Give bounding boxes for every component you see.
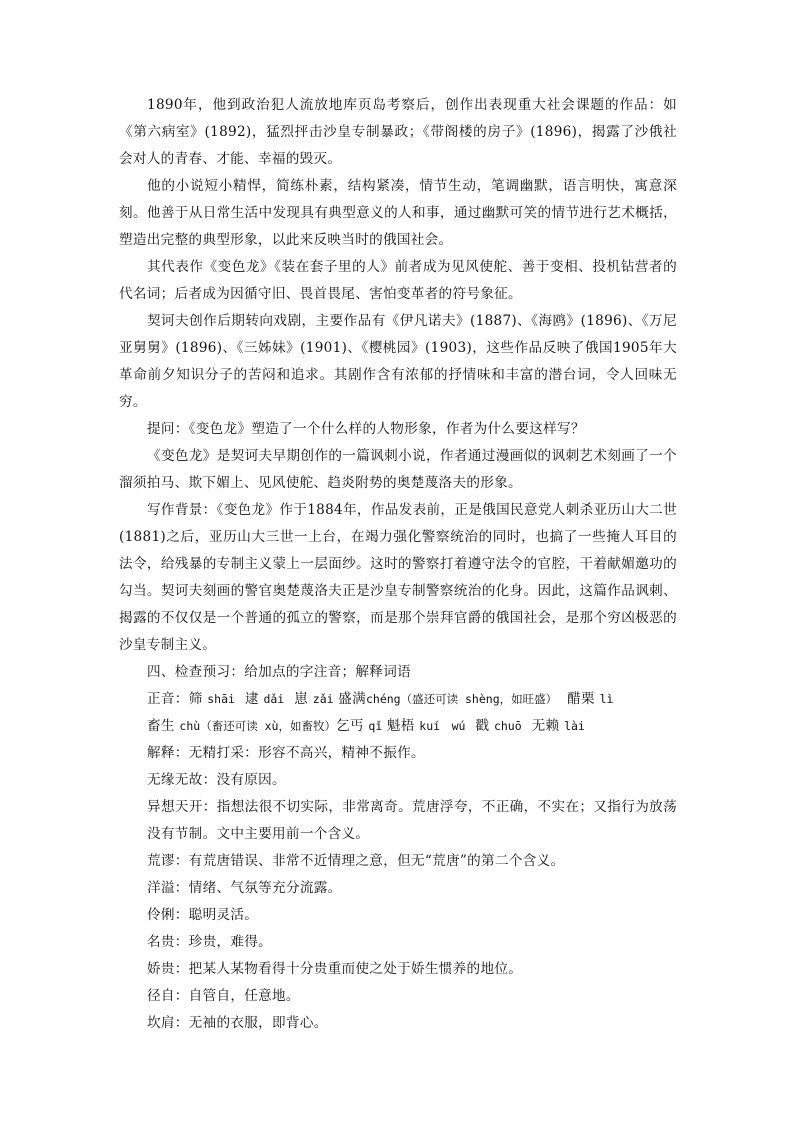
word: 魁梧 bbox=[386, 718, 415, 734]
paragraph-representative-works: 其代表作《变色龙》《装在套子里的人》前者成为见风使舵、善于变相、投机钻营者的代名词；后者成为因循守旧、畏首畏尾、害怕变革者的符号象征。 bbox=[119, 259, 677, 302]
pinyin: lài bbox=[564, 719, 585, 733]
word: 逮 bbox=[244, 691, 259, 707]
pronunciation-label: 正音： bbox=[147, 691, 189, 707]
pinyin: chù（畜还可读 xù，如畜牧） bbox=[179, 719, 336, 733]
definition-item: 名贵：珍贵，难得。 bbox=[147, 934, 273, 950]
paragraph-style: 他的小说短小精悍，简练朴素，结构紧凑，情节生动，笔调幽默，语言明快，寓意深刻。他善于从日常生活中发现具有典型意义的人和事，通过幽默可笑的情节进行艺术概括，塑造出完整的典型形象，以此来反映当时的俄国社会。 bbox=[119, 178, 677, 248]
section-heading-preview: 四、检查预习：给加点的字注音；解释词语 bbox=[147, 664, 411, 680]
pinyin: chuō bbox=[493, 719, 522, 733]
definition-item: 洋溢：情绪、气氛等充分流露。 bbox=[147, 880, 342, 896]
definition-item: 解释：无精打采：形容不高兴，精神不振作。 bbox=[147, 745, 425, 761]
paragraph-answer: 《变色龙》是契诃夫早期创作的一篇讽刺小说，作者通过漫画似的讽刺艺术刻画了一个溜须拍马、欺下媚上、见风使舵、趋炎附势的奥楚蔑洛夫的形象。 bbox=[119, 448, 677, 491]
word: 戳 bbox=[475, 718, 490, 734]
word: 醋栗 bbox=[567, 691, 595, 707]
pronunciation-line-2 bbox=[119, 713, 677, 740]
word: 无赖 bbox=[531, 718, 560, 734]
pinyin: lì bbox=[599, 692, 614, 706]
document-page bbox=[119, 92, 677, 1037]
word: 崽 bbox=[294, 691, 309, 707]
definition-item: 伶俐：聪明灵活。 bbox=[147, 907, 259, 923]
word: 乞丐 bbox=[335, 718, 364, 734]
word: 筛 bbox=[188, 691, 203, 707]
pinyin: dǎi bbox=[263, 692, 285, 706]
paragraph-question: 提问：《变色龙》塑造了一个什么样的人物形象，作者为什么要这样写？ bbox=[147, 421, 585, 437]
paragraph-exile-works: 1890年，他到政治犯人流放地库页岛考察后，创作出表现重大社会课题的作品：如《第六病室》(1892)，猛烈抨击沙皇专制暴政；《带阁楼的房子》(1896)，揭露了沙俄社会对人的青春、才能、幸福的毁灭。 bbox=[119, 97, 677, 167]
paragraph-drama: 契诃夫创作后期转向戏剧，主要作品有《伊凡诺夫》(1887)、《海鸥》(1896)、《万尼亚舅舅》(1896)、《三姊妹》(1901)、《樱桃园》(1903)，这些作品反映了俄国1905年大革命前夕知识分子的苦闷和追求。其剧作含有浓郁的抒情味和丰富的潜台词，令人回味无穷。 bbox=[119, 313, 677, 410]
definition-item: 无缘无故：没有原因。 bbox=[147, 772, 286, 788]
pinyin: zǎi bbox=[312, 692, 334, 706]
pinyin: qǐ bbox=[368, 719, 383, 733]
definition-item: 径自：自管自，任意地。 bbox=[147, 988, 300, 1004]
word: 盛满 bbox=[338, 691, 366, 707]
pronunciation-line-1 bbox=[119, 686, 677, 713]
definition-item: 异想天开：指想法很不切实际，非常离奇。荒唐浮夸，不正确，不实在；又指行为放荡没有节制。文中主要用前一个含义。 bbox=[147, 799, 677, 842]
pinyin: shāi bbox=[207, 692, 235, 706]
paragraph-background: 写作背景：《变色龙》作于1884年，作品发表前，正是俄国民意党人刺杀亚历山大二世(1881)之后，亚历山大三世一上台，在竭力强化警察统治的同时，也搞了一些掩人耳目的法令，给残暴的专制主义蒙上一层面纱。这时的警察打着遵守法令的官腔，干着献媚邀功的勾当。契诃夫刻画的警官奥楚蔑洛夫正是沙皇专制警察统治的化身。因此，这篇作品讽刺、揭露的不仅仅是一个普通的孤立的警察，而是那个崇拜官爵的俄国社会，是那个穷凶极恶的沙皇专制主义。 bbox=[119, 502, 677, 653]
pinyin: kuí wú bbox=[419, 719, 466, 733]
pinyin: chéng（盛还可读 shèng，如旺盛） bbox=[365, 692, 558, 706]
definition-item: 娇贵：把某人某物看得十分贵重而使之处于娇生惯养的地位。 bbox=[147, 961, 523, 977]
definition-item: 荒谬：有荒唐错误、非常不近情理之意，但无“荒唐”的第二个含义。 bbox=[147, 853, 565, 869]
word: 畜生 bbox=[147, 718, 175, 734]
definition-item: 坎肩：无袖的衣服，即背心。 bbox=[147, 1015, 328, 1031]
